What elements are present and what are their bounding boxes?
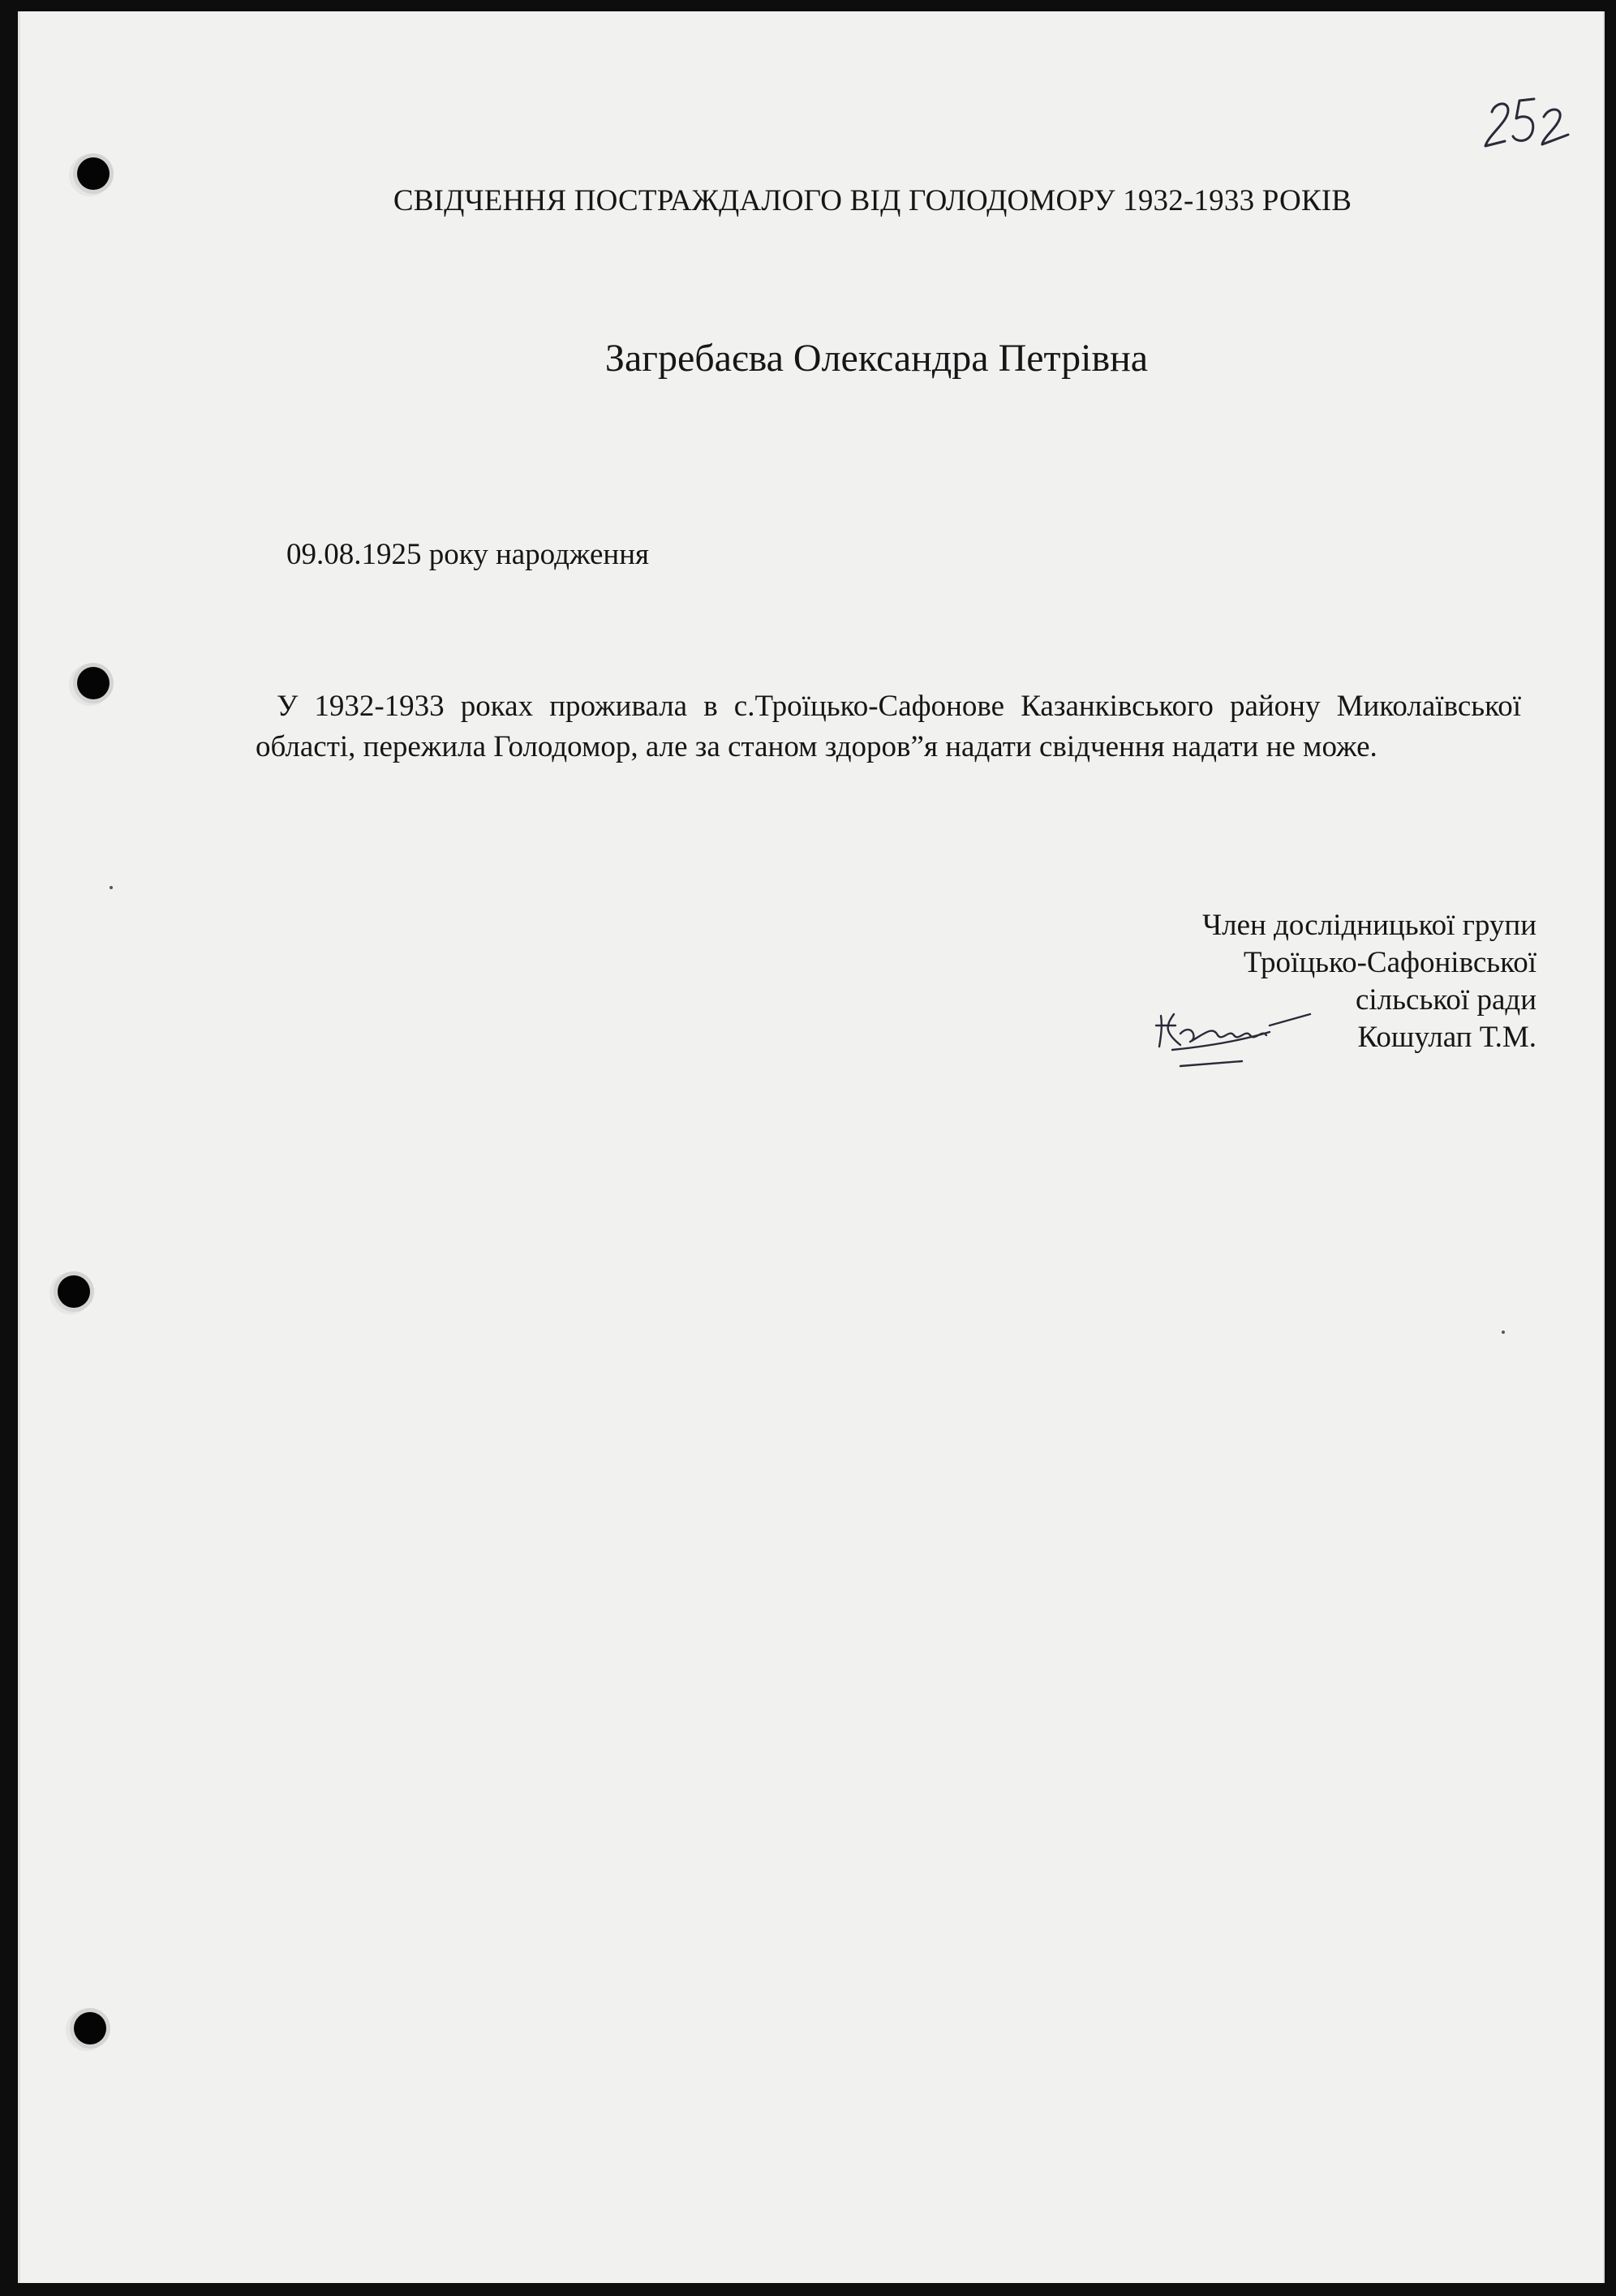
handwritten-signature — [1148, 1001, 1334, 1074]
paper-speck — [110, 886, 113, 889]
punch-hole-3 — [58, 1275, 90, 1308]
document-header: СВІДЧЕННЯ ПОСТРАЖДАЛОГО ВІД ГОЛОДОМОРУ 1932-1933 РОКІВ — [393, 184, 1352, 217]
document-page — [18, 11, 1605, 2283]
testimony-paragraph: У 1932-1933 роках проживала в с.Троїцько-Сафонове Казанківського району Миколаївської області, пережила Голодомор, але за станом здоров”я надати свідчення надати не може. — [256, 690, 1521, 763]
handwritten-page-number — [1481, 84, 1586, 157]
signer-role: Член дослідницької групи — [1202, 909, 1536, 942]
punch-hole-4 — [74, 2012, 106, 2044]
signer-village: Троїцько-Сафонівської — [1243, 946, 1536, 979]
signer-council: сільської ради — [1355, 983, 1536, 1017]
punch-hole-2 — [77, 667, 110, 699]
person-name: Загребаєва Олександра Петрівна — [604, 337, 1149, 380]
signer-name: Кошулап Т.М. — [1357, 1021, 1536, 1054]
birth-date-line: 09.08.1925 року народження — [286, 538, 650, 571]
paper-speck — [1502, 1331, 1505, 1334]
